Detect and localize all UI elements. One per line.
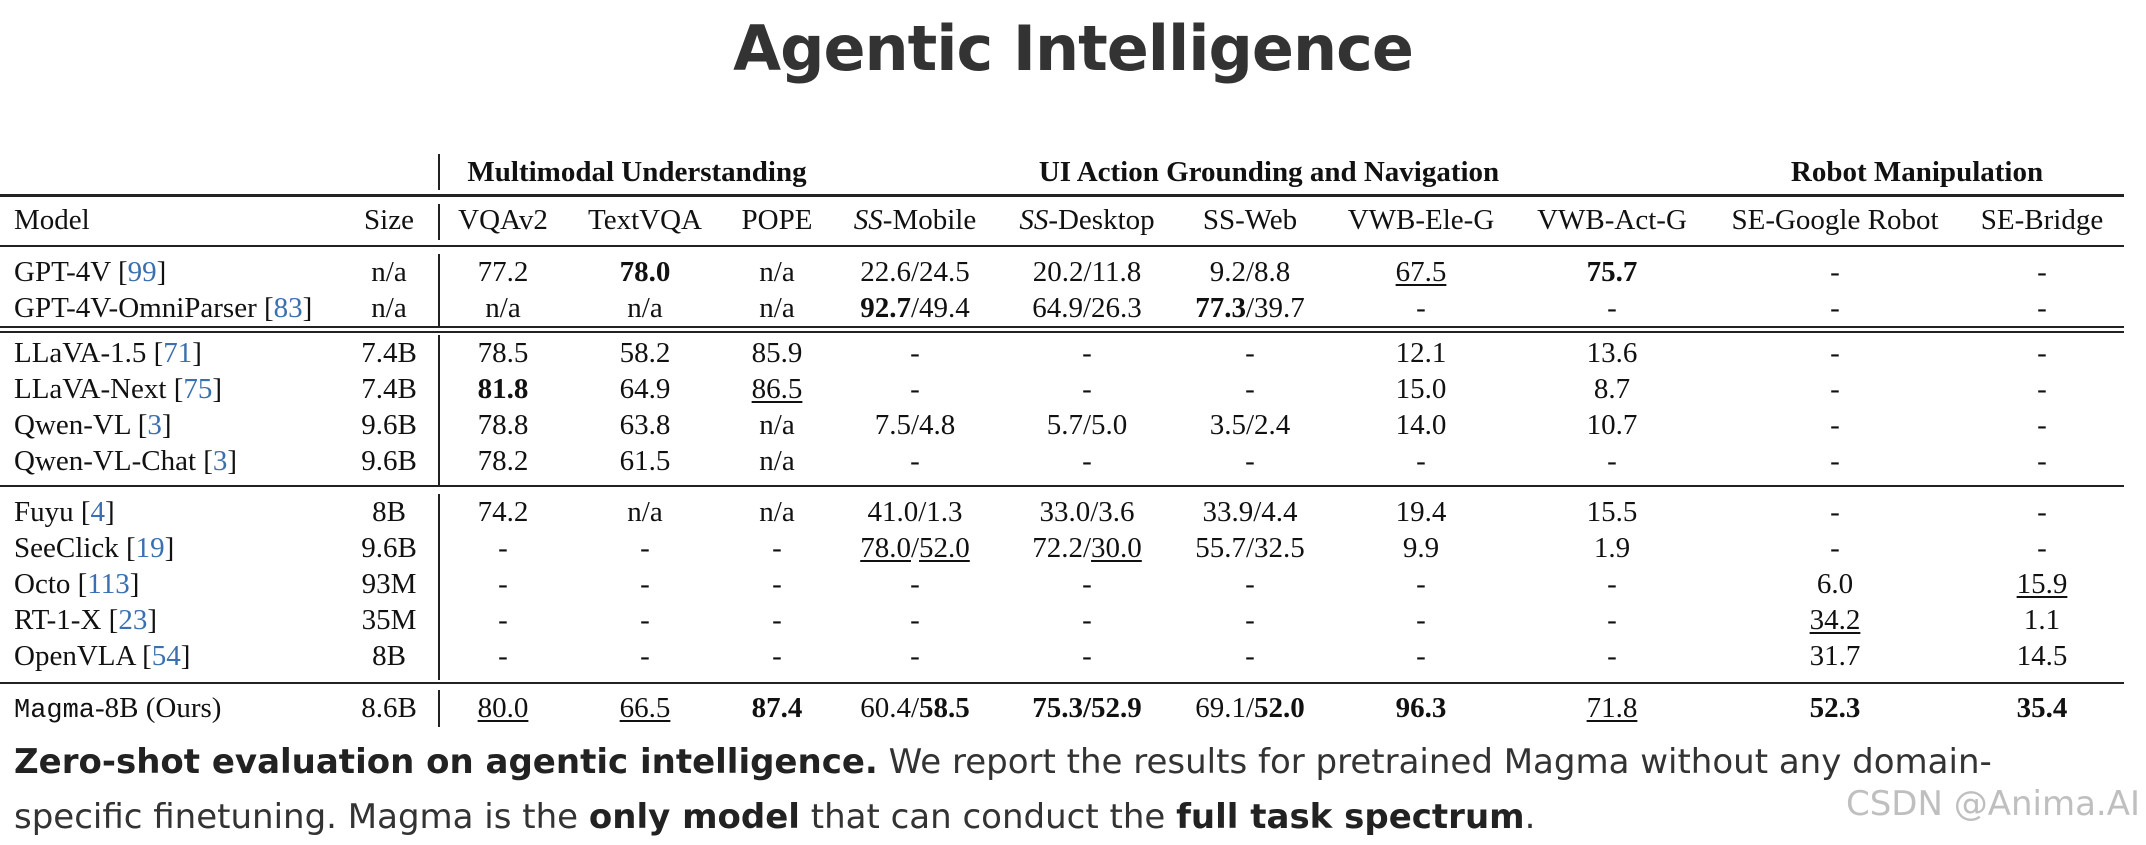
table-cell: - <box>498 532 508 564</box>
table-cell: - <box>1607 640 1617 672</box>
table-cell: 87.4 <box>751 692 803 724</box>
model-size: 9.6B <box>361 445 417 477</box>
table-cell: - <box>910 640 920 672</box>
table-cell: - <box>1830 292 1840 324</box>
table-cell: 72.2/30.0 <box>1032 532 1142 564</box>
table-cell: 96.3 <box>1395 692 1447 724</box>
table-cell: - <box>910 373 920 405</box>
table-cell: n/a <box>627 292 663 324</box>
table-cell: 78.5 <box>477 337 529 369</box>
model-size: 9.6B <box>361 532 417 564</box>
table-vrule-5 <box>438 690 440 727</box>
table-cell: 78.0/52.0 <box>860 532 970 564</box>
table-cell: - <box>1082 568 1092 600</box>
table-cell: - <box>1416 445 1426 477</box>
column-header: Model <box>14 204 90 236</box>
table-cell: n/a <box>759 409 795 441</box>
table-cell: 5.7/5.0 <box>1046 409 1128 441</box>
table-cell: 1.9 <box>1593 532 1631 564</box>
table-cell: 20.2/11.8 <box>1032 256 1142 288</box>
table-cell: - <box>640 604 650 636</box>
table-cell: 69.1/52.0 <box>1195 692 1305 724</box>
table-cell: 33.0/3.6 <box>1039 496 1135 528</box>
table-cell: - <box>1830 256 1840 288</box>
table-cell: 80.0 <box>477 692 529 724</box>
table-cell: 86.5 <box>751 373 803 405</box>
group-header-ui-action: UI Action Grounding and Navigation <box>1038 156 1500 188</box>
table-cell: 85.9 <box>751 337 803 369</box>
table-cell: n/a <box>759 496 795 528</box>
table-cell: n/a <box>759 292 795 324</box>
table-cell: 6.0 <box>1816 568 1854 600</box>
table-cell: 77.2 <box>477 256 529 288</box>
table-cell: - <box>1245 640 1255 672</box>
table-cell: 63.8 <box>619 409 671 441</box>
column-header: POPE <box>741 204 813 236</box>
page-title: Agentic Intelligence <box>733 12 1413 85</box>
table-vrule-0 <box>438 154 440 190</box>
column-header: SS-Mobile <box>853 204 977 236</box>
table-cell: 52.3 <box>1809 692 1861 724</box>
table-cell: 10.7 <box>1586 409 1638 441</box>
table-cell: - <box>1245 373 1255 405</box>
table-cell: - <box>910 337 920 369</box>
table-cell: - <box>772 604 782 636</box>
table-cell: 78.8 <box>477 409 529 441</box>
table-cell: - <box>772 532 782 564</box>
caption-bold-1: only model <box>588 797 800 837</box>
table-cell: 7.5/4.8 <box>874 409 956 441</box>
model-name: Qwen-VL-Chat [3] <box>14 445 238 477</box>
table-cell: 31.7 <box>1809 640 1861 672</box>
table-cell: 64.9 <box>619 373 671 405</box>
model-name: Magma-8B (Ours) <box>14 692 222 726</box>
table-cell: - <box>772 640 782 672</box>
table-cell: - <box>1607 568 1617 600</box>
table-vrule-3 <box>438 335 440 485</box>
table-cell: - <box>498 640 508 672</box>
table-rule-group <box>0 485 2124 487</box>
table-cell: 55.7/32.5 <box>1195 532 1305 564</box>
column-header: Size <box>364 204 414 236</box>
table-cell: 9.9 <box>1402 532 1440 564</box>
model-size: 9.6B <box>361 409 417 441</box>
model-name: Octo [113] <box>14 568 140 600</box>
table-cell: - <box>498 568 508 600</box>
table-cell: 15.0 <box>1395 373 1447 405</box>
table-cell: - <box>1416 640 1426 672</box>
model-name: GPT-4V-OmniParser [83] <box>14 292 313 324</box>
table-cell: 75.3/52.9 <box>1032 692 1142 724</box>
table-cell: - <box>2037 409 2047 441</box>
table-rule-double-a <box>0 326 2124 328</box>
group-header-robot: Robot Manipulation <box>1790 156 2044 188</box>
table-cell: - <box>1607 292 1617 324</box>
table-cell: - <box>1245 568 1255 600</box>
table-cell: n/a <box>759 445 795 477</box>
caption-lead: Zero-shot evaluation on agentic intelligence. <box>14 742 878 782</box>
table-cell: 1.1 <box>2023 604 2061 636</box>
table-vrule-1 <box>438 204 440 240</box>
table-cell: 92.7/49.4 <box>860 292 970 324</box>
table-cell: - <box>2037 256 2047 288</box>
column-header: SE-Bridge <box>1980 204 2104 236</box>
table-rule-ours <box>0 682 2124 684</box>
table-vrule-2 <box>438 254 440 326</box>
model-name: LLaVA-Next [75] <box>14 373 223 405</box>
table-cell: 77.3/39.7 <box>1195 292 1305 324</box>
table-cell: 71.8 <box>1586 692 1638 724</box>
table-cell: n/a <box>759 256 795 288</box>
table-cell: - <box>1082 373 1092 405</box>
model-size: 93M <box>361 568 417 600</box>
table-cell: - <box>1416 292 1426 324</box>
table-cell: - <box>2037 292 2047 324</box>
table-cell: 15.9 <box>2016 568 2068 600</box>
table-cell: 34.2 <box>1809 604 1861 636</box>
column-header: TextVQA <box>588 204 702 236</box>
table-cell: - <box>1830 409 1840 441</box>
table-cell: 8.7 <box>1593 373 1631 405</box>
model-size: n/a <box>371 256 407 288</box>
model-size: 8.6B <box>361 692 417 724</box>
table-cell: - <box>910 604 920 636</box>
caption-bold-2: full task spectrum <box>1176 797 1525 837</box>
table-cell: 64.9/26.3 <box>1032 292 1142 324</box>
table-cell: 33.9/4.4 <box>1202 496 1298 528</box>
table-cell: n/a <box>627 496 663 528</box>
table-cell: 13.6 <box>1586 337 1638 369</box>
table-cell: 74.2 <box>477 496 529 528</box>
model-size: 8B <box>372 496 406 528</box>
table-cell: - <box>1830 496 1840 528</box>
table-cell: - <box>1830 445 1840 477</box>
table-cell: - <box>1830 532 1840 564</box>
table-rule-header <box>0 245 2124 247</box>
table-cell: - <box>910 568 920 600</box>
model-name: GPT-4V [99] <box>14 256 167 288</box>
table-cell: - <box>498 604 508 636</box>
table-vrule-4 <box>438 494 440 680</box>
table-cell: - <box>1830 373 1840 405</box>
table-cell: - <box>1245 604 1255 636</box>
model-size: 35M <box>361 604 417 636</box>
table-cell: - <box>2037 445 2047 477</box>
model-name: RT-1-X [23] <box>14 604 157 636</box>
table-cell: - <box>1607 445 1617 477</box>
table-cell: - <box>2037 337 2047 369</box>
table-cell: - <box>2037 532 2047 564</box>
model-name: SeeClick [19] <box>14 532 175 564</box>
group-header-multimodal: Multimodal Understanding <box>467 156 807 188</box>
table-cell: - <box>1416 604 1426 636</box>
watermark: CSDN @Anima.AI <box>1845 784 2140 824</box>
model-name: LLaVA-1.5 [71] <box>14 337 202 369</box>
table-cell: 19.4 <box>1395 496 1447 528</box>
column-header: SE-Google Robot <box>1731 204 1939 236</box>
column-header: VQAv2 <box>458 204 548 236</box>
table-cell: - <box>2037 373 2047 405</box>
table-cell: - <box>1082 337 1092 369</box>
table-cell: - <box>1082 640 1092 672</box>
table-rule-double-b <box>0 331 2124 333</box>
caption-text-3: . <box>1524 797 1536 837</box>
table-cell: - <box>910 445 920 477</box>
table-cell: 60.4/58.5 <box>860 692 970 724</box>
table-cell: 78.2 <box>477 445 529 477</box>
table-cell: 3.5/2.4 <box>1209 409 1291 441</box>
table-cell: - <box>1245 337 1255 369</box>
table-cell: 58.2 <box>619 337 671 369</box>
model-size: 8B <box>372 640 406 672</box>
caption-text-1: We report the results for pretrained Magma without any domain-specific finetuning. Magma is the <box>14 742 1992 837</box>
table-cell: 67.5 <box>1395 256 1447 288</box>
table-cell: - <box>2037 496 2047 528</box>
figure-caption <box>14 735 1994 845</box>
table-cell: - <box>1607 604 1617 636</box>
table-cell: 22.6/24.5 <box>860 256 970 288</box>
table-cell: 12.1 <box>1395 337 1447 369</box>
column-header: SS-Desktop <box>1019 204 1155 236</box>
table-cell: - <box>772 568 782 600</box>
table-cell: - <box>1830 337 1840 369</box>
column-header: SS-Web <box>1202 204 1298 236</box>
table-cell: - <box>1082 445 1092 477</box>
table-cell: n/a <box>485 292 521 324</box>
table-cell: - <box>1416 568 1426 600</box>
table-cell: 41.0/1.3 <box>867 496 963 528</box>
table-cell: 35.4 <box>2016 692 2068 724</box>
table-cell: 66.5 <box>619 692 671 724</box>
table-cell: 14.0 <box>1395 409 1447 441</box>
table-cell: 61.5 <box>619 445 671 477</box>
table-cell: 75.7 <box>1586 256 1638 288</box>
model-size: 7.4B <box>361 337 417 369</box>
model-name: Qwen-VL [3] <box>14 409 172 441</box>
table-cell: - <box>1245 445 1255 477</box>
model-name: Fuyu [4] <box>14 496 115 528</box>
table-cell: - <box>640 568 650 600</box>
model-size: 7.4B <box>361 373 417 405</box>
model-name: OpenVLA [54] <box>14 640 191 672</box>
table-cell: 78.0 <box>619 256 671 288</box>
caption-text-2: that can conduct the <box>799 797 1177 837</box>
table-cell: - <box>640 532 650 564</box>
table-rule-top <box>0 194 2124 197</box>
table-cell: 9.2/8.8 <box>1209 256 1291 288</box>
table-cell: 81.8 <box>477 373 529 405</box>
column-header: VWB-Ele-G <box>1347 204 1495 236</box>
column-header: VWB-Act-G <box>1537 204 1687 236</box>
table-cell: 15.5 <box>1586 496 1638 528</box>
table-cell: - <box>640 640 650 672</box>
table-cell: 14.5 <box>2016 640 2068 672</box>
model-size: n/a <box>371 292 407 324</box>
table-cell: - <box>1082 604 1092 636</box>
